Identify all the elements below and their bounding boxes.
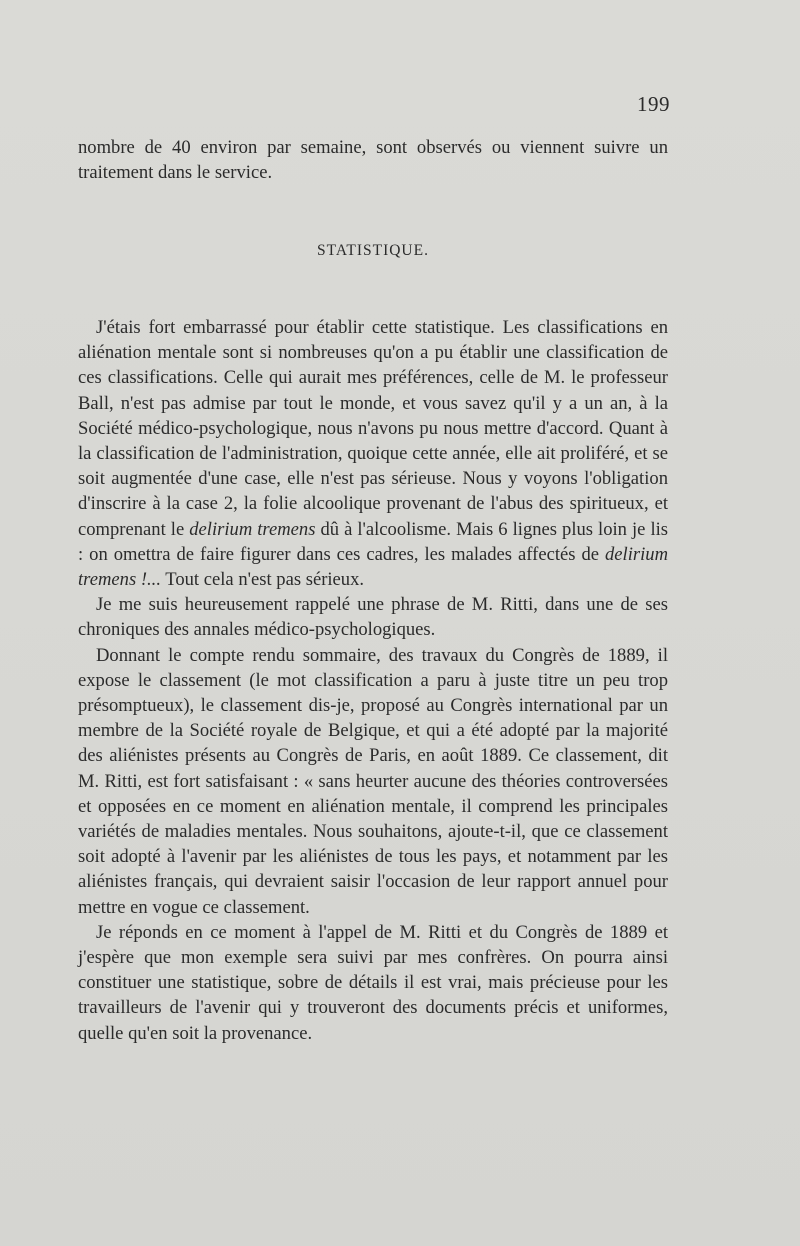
italic-term: delirium tremens [189,518,316,540]
section-body [78,315,668,1046]
section-heading: STATISTIQUE. [317,242,429,259]
paragraph-ritti: Je me suis heureusement rappelé une phrase de M. Ritti, dans une de ses chroniques des annales médico-psychologiques. [78,594,668,641]
paragraph-classifications [78,315,668,592]
page-number: 199 [637,92,670,116]
paragraph-reponse: Je réponds en ce moment à l'appel de M. Ritti et du Congrès de 1889 et j'espère que mon exemple sera suivi par mes confrères. On pourra ainsi constituer une statistique, sobre de détails il est vrai, mais précieuse pour les travailleurs de l'avenir qui y trouveront des documents précis et uniformes, quelle qu'en soit la provenance. [78,921,668,1044]
continuation-paragraph: nombre de 40 environ par semaine, sont observés ou viennent suivre un traitement dans le service. [78,137,668,184]
italic-term: delirium tremens !... [78,543,668,591]
paragraph-text: dû à l'alcoolisme. Mais 6 lignes plus loin je lis : on omettra de faire figurer dans ces cadres, les malades affectés de [78,518,669,565]
paragraph-text: Tout cela n'est pas sérieux. [160,569,365,591]
paragraph-congres: Donnant le compte rendu sommaire, des travaux du Congrès de 1889, il expose le classement (le mot classification a paru à juste titre un peu trop présomptueux), le classement dis-je, proposé au Congrès international par un membre de la Société royale de Belgique, et qui a été adopté par la majorité des aliénistes présents au Congrès de Paris, en août 1889. Ce classement, dit M. Ritti, est fort satisfaisant : « sans heurter aucune des théories controversées et opposées en ce moment en aliénation mentale, il comprend les principales variétés de maladies mentales. Nous souhaitons, ajoute-t-il, que ce classement soit adopté à l'avenir par les aliénistes de tous les pays, et notamment par les aliénistes français, qui devraient saisir l'occasion de leur rapport annuel pour mettre en vogue ce classement. [78,644,668,918]
paragraph-text: J'étais fort embarrassé pour établir cette statistique. Les classifications en aliénation mentale sont si nombreuses qu'on a pu établir une classification de ces classifications. Celle qui aurait mes préférences, celle de M. le professeur Ball, n'est pas admise par tout le monde, et vous savez qu'il y a un an, à la Société médico-psychologique, nous n'avons pu nous mettre d'accord. Quant à la classification de l'administration, quoique cette année, elle ait proliféré, et se soit augmentée d'une case, elle n'est pas sérieuse. Nous y voyons l'obligation d'inscrire à la case 2, la folie alcoolique provenant de l'abus des spiritueux, et comprenant le [78,317,668,540]
